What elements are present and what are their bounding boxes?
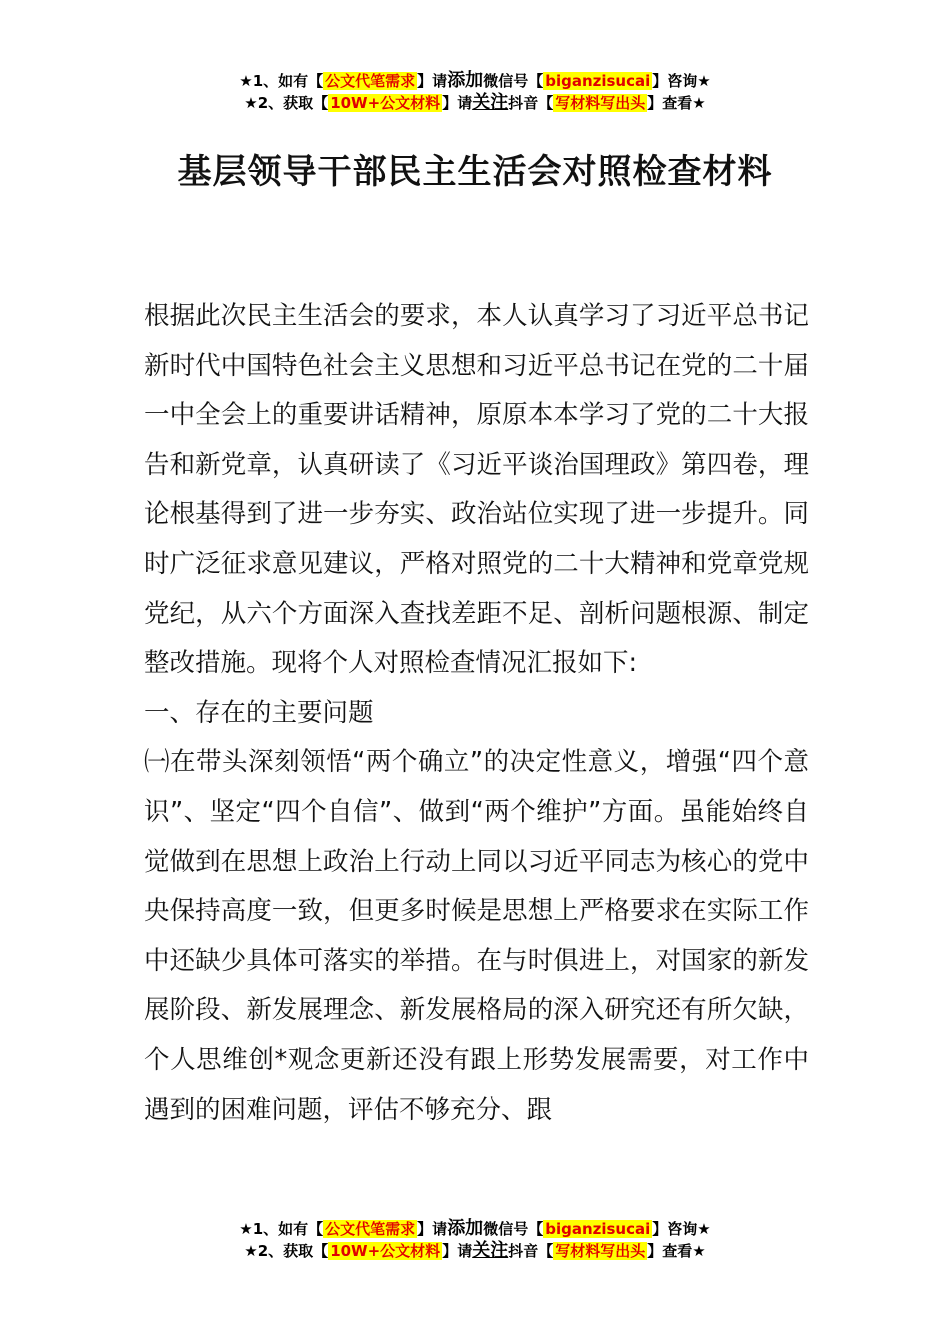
banner-text: 微信号【 (483, 1220, 544, 1238)
banner-line-2 (0, 1240, 950, 1262)
highlight-text: biganzisucai (545, 1220, 651, 1238)
banner-text: 】请 (417, 1220, 448, 1238)
banner-text: 】请 (442, 94, 473, 112)
highlight-text: 10W+公文材料 (330, 1242, 441, 1260)
document-title: 基层领导干部民主生活会对照检查材料 (177, 152, 773, 192)
banner-text: 】查看★ (647, 94, 706, 112)
paragraph-intro: 根据此次民主生活会的要求，本人认真学习了习近平总书记新时代中国特色社会主义思想和习近平总书记在党的二十届一中全会上的重要讲话精神，原原本本学习了党的二十大报告和新党章，认真研读了《习近平谈治国理政》第四卷，理论根基得到了进一步夯实、政治站位实现了进一步提升。同时广泛征求意见建议，严格对照党的二十大精神和党章党规党纪，从六个方面深入查找差距不足、剖析问题根源、制定整改措施。现将个人对照检查情况汇报如下: (144, 301, 809, 679)
banner-text: 】咨询★ (652, 1220, 711, 1238)
banner-text: ★2、获取【 (244, 94, 329, 112)
banner-line-1 (0, 1218, 950, 1240)
banner-text: 微信号【 (483, 72, 544, 90)
banner-text: 】查看★ (647, 1242, 706, 1260)
banner-text: ★2、获取【 (244, 1242, 329, 1260)
paragraph-issue-1: ㈠在带头深刻领悟“两个确立”的决定性意义，增强“四个意识”、坚定“四个自信”、做到“两个维护”方面。虽能始终自觉做到在思想上政治上行动上同以习近平同志为核心的党中央保持高度一致，但更多时候是思想上严格要求在实际工作中还缺少具体可落实的举措。在与时俱进上，对国家的新发展阶段、新发展理念、新发展格局的深入研究还有所欠缺，个人思维创*观念更新还没有跟上形势发展需要，对工作中遇到的困难问题，评估不够充分、跟 (144, 747, 809, 1125)
emphasis-text: 添加 (447, 1218, 484, 1239)
document-body (144, 292, 809, 1135)
banner-text: 】咨询★ (652, 72, 711, 90)
highlight-text: biganzisucai (545, 72, 651, 90)
highlight-text: 公文代笔需求 (325, 72, 416, 90)
highlight-text: 公文代笔需求 (325, 1220, 416, 1238)
emphasis-text: 关注 (472, 92, 509, 113)
highlight-text: 10W+公文材料 (330, 94, 441, 112)
banner-line-1 (0, 70, 950, 92)
footer-banner (0, 1218, 950, 1262)
banner-text: 抖音【 (508, 94, 554, 112)
banner-text: ★1、如有【 (239, 1220, 324, 1238)
highlight-text: 写材料写出头 (555, 94, 646, 112)
emphasis-text: 添加 (447, 70, 484, 91)
header-banner (0, 70, 950, 114)
banner-text: 】请 (442, 1242, 473, 1260)
banner-line-2 (0, 92, 950, 114)
banner-text: 】请 (417, 72, 448, 90)
banner-text: ★1、如有【 (239, 72, 324, 90)
highlight-text: 写材料写出头 (555, 1242, 646, 1260)
section-heading: 一、存在的主要问题 (144, 697, 374, 728)
emphasis-text: 关注 (472, 1240, 509, 1261)
banner-text: 抖音【 (508, 1242, 554, 1260)
